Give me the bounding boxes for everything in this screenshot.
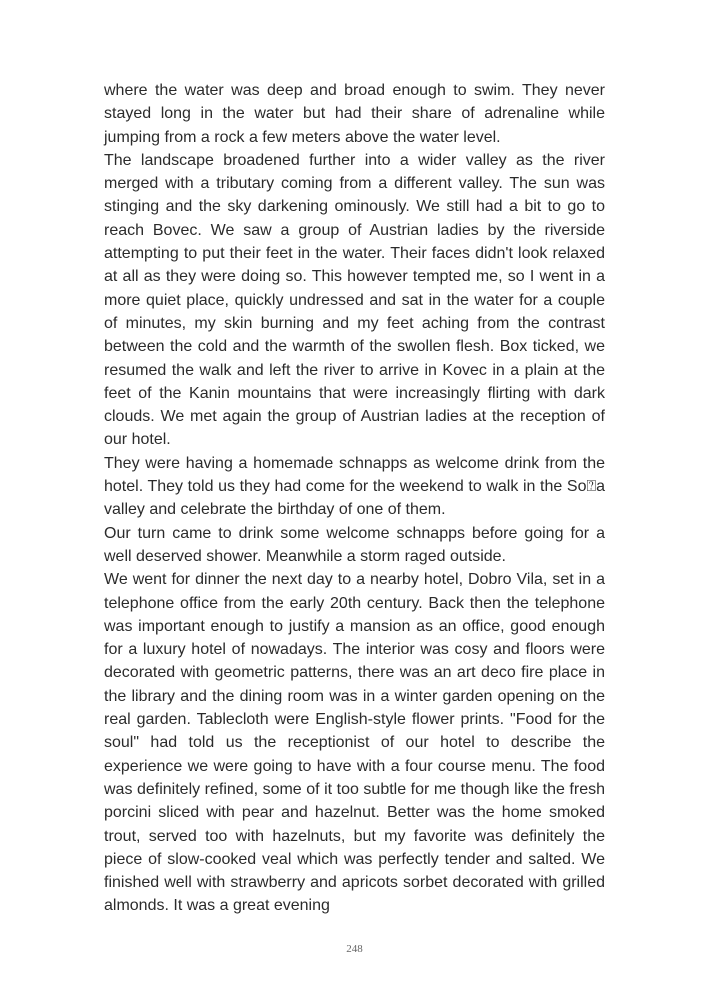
page-number: 248 [346, 943, 363, 955]
paragraph-storm: Our turn came to drink some welcome schnapps before going for a well deserved shower. Meanwhile a storm raged outside. [104, 524, 605, 565]
paragraph-river-swim: where the water was deep and broad enough to swim. They never stayed long in the water but had their share of adrenaline while jumping from a rock a few meters above the water level. [104, 82, 605, 146]
paragraph-schnapps-ladies: They were having a homemade schnapps as welcome drink from the hotel. They told us they had come for the weekend to walk in the So⍰a valley and celebrate the birthday of one of them. [104, 454, 605, 519]
paragraph-valley-walk: The landscape broadened further into a wider valley as the river merged with a tributary coming from a different valley. The sun was stinging and the sky darkening ominously. We still had a bit to go to reach Bovec. We saw a group of Austrian ladies by the riverside attempting to put their feet in the water. Their faces didn't look relaxed at all as they were doing so. This however tempted me, so I went in a more quiet place, quickly undressed and sat in the water for a couple of minutes, my skin burning and my feet aching from the contrast between the cold and the warmth of the swollen flesh. Box ticked, we resumed the walk and left the river to arrive in Kovec in a plain at the feet of the Kanin mountains that were increasingly flirting with dark clouds. We met again the group of Austrian ladies at the reception of our hotel. [104, 151, 605, 449]
paragraph-dinner: We went for dinner the next day to a nearby hotel, Dobro Vila, set in a telephone office from the early 20th century. Back then the telephone was important enough to justify a mansion as an office, good enough for a luxury hotel of nowadays. The interior was cosy and floors were decorated with geometric patterns, there was an art deco fire place in the library and the dining room was in a winter garden opening on the real garden. Tablecloth were English-style flower prints. "Food for the soul" had told us the receptionist of our hotel to describe the experience we were going to have with a four course menu. The food was definitely refined, some of it too subtle for me though like the fresh porcini sliced with pear and hazelnut. Better was the home smoked trout, served too with hazelnuts, but my favorite was definitely the piece of slow-cooked veal which was perfectly tender and salted. We finished well with strawberry and apricots sorbet decorated with grilled almonds. It was a great evening [104, 571, 605, 915]
body-text [104, 79, 605, 918]
